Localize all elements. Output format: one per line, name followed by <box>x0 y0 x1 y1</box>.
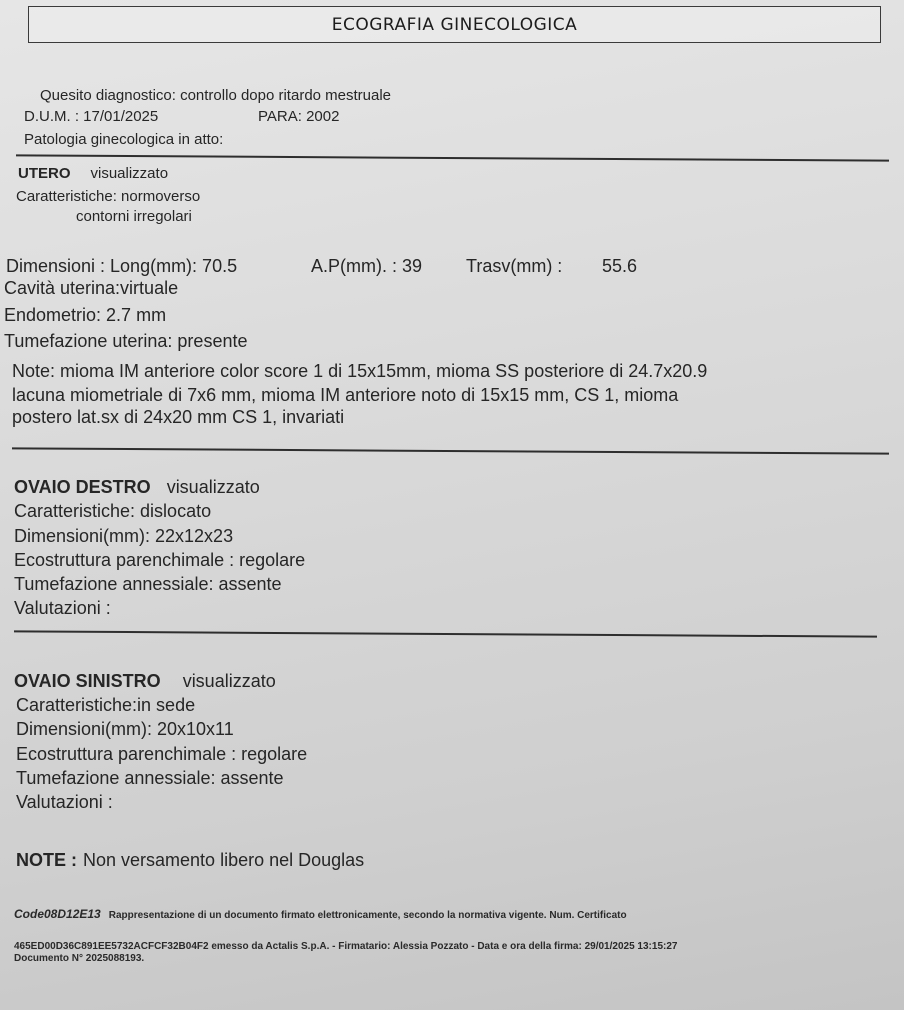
report-title: ECOGRAFIA GINECOLOGICA <box>331 14 578 35</box>
utero-note-line-1: Note: mioma IM anteriore color score 1 di 15x15mm, mioma SS posteriore di 24.7x20.9 <box>12 361 708 381</box>
utero-cavita: Cavità uterina:virtuale <box>4 278 179 298</box>
ovaio-destro-caratteristiche: Caratteristiche: dislocato <box>14 501 212 521</box>
dum: D.U.M. : 17/01/2025 <box>24 108 159 125</box>
ovaio-sinistro-ecostruttura: Ecostruttura parenchimale : regolare <box>16 744 308 764</box>
footer-code-line <box>14 908 627 922</box>
nota-line <box>16 849 364 871</box>
utero-caratteristiche: Caratteristiche: normoverso <box>16 188 201 205</box>
utero-status: visualizzato <box>90 165 169 182</box>
ovaio-destro-label: OVAIO DESTRO <box>14 477 151 497</box>
utero-contorni: contorni irregolari <box>76 208 192 225</box>
nota-text: Non versamento libero nel Douglas <box>83 850 365 870</box>
patologia-ginecologica: Patologia ginecologica in atto: <box>24 131 224 148</box>
ovaio-sinistro-tumefazione: Tumefazione annessiale: assente <box>16 768 284 788</box>
ovaio-destro-valutazioni: Valutazioni : <box>14 598 111 618</box>
ovaio-destro-dimensioni: Dimensioni(mm): 22x12x23 <box>14 526 234 546</box>
ovaio-sinistro-dimensioni: Dimensioni(mm): 20x10x11 <box>16 719 234 739</box>
utero-dim-ap: A.P(mm). : 39 <box>311 256 423 276</box>
utero-note-line-3: postero lat.sx di 24x20 mm CS 1, invariati <box>12 407 345 427</box>
footer-line-2: 465ED00D36C891EE5732ACFCF32B04F2 emesso da Actalis S.p.A. - Firmatario: Alessia Pozzato - Data e ora della firma: 29/01/2025 13:15:27 <box>14 941 678 952</box>
ovaio-destro-ecostruttura: Ecostruttura parenchimale : regolare <box>14 550 306 570</box>
utero-label: UTERO <box>18 165 71 182</box>
para: PARA: 2002 <box>258 108 340 125</box>
utero-note-line-2: lacuna miometriale di 7x6 mm, mioma IM anteriore noto di 15x15 mm, CS 1, mioma <box>12 385 679 405</box>
divider-2 <box>12 447 889 454</box>
quesito-diagnostico: Quesito diagnostico: controllo dopo ritardo mestruale <box>40 87 392 104</box>
title-box <box>28 6 881 43</box>
ovaio-sinistro-status: visualizzato <box>182 671 276 691</box>
ovaio-destro-tumefazione: Tumefazione annessiale: assente <box>14 574 282 594</box>
ovaio-sinistro-valutazioni: Valutazioni : <box>16 792 113 812</box>
ovaio-destro-heading <box>14 476 260 498</box>
divider-3 <box>14 630 877 637</box>
divider-1 <box>16 154 889 161</box>
utero-dim-long: Dimensioni : Long(mm): 70.5 <box>6 256 238 276</box>
footer-line-3: Documento N° 2025088193. <box>14 953 145 964</box>
ovaio-sinistro-caratteristiche: Caratteristiche:in sede <box>16 695 196 715</box>
utero-dim-trasv-value: 55.6 <box>602 256 638 276</box>
utero-heading <box>18 163 168 185</box>
footer-code: Code08D12E13 <box>14 907 101 921</box>
ovaio-sinistro-label: OVAIO SINISTRO <box>14 671 161 691</box>
utero-endometrio: Endometrio: 2.7 mm <box>4 305 167 325</box>
nota-label: NOTE : <box>16 850 77 870</box>
footer-line-1: Rappresentazione di un documento firmato elettronicamente, secondo la normativa vigente. Num. Certificato <box>108 910 627 921</box>
utero-tumefazione: Tumefazione uterina: presente <box>4 331 248 351</box>
ovaio-destro-status: visualizzato <box>166 477 260 497</box>
ovaio-sinistro-heading <box>14 670 276 692</box>
utero-dim-trasv: Trasv(mm) : <box>466 256 563 276</box>
